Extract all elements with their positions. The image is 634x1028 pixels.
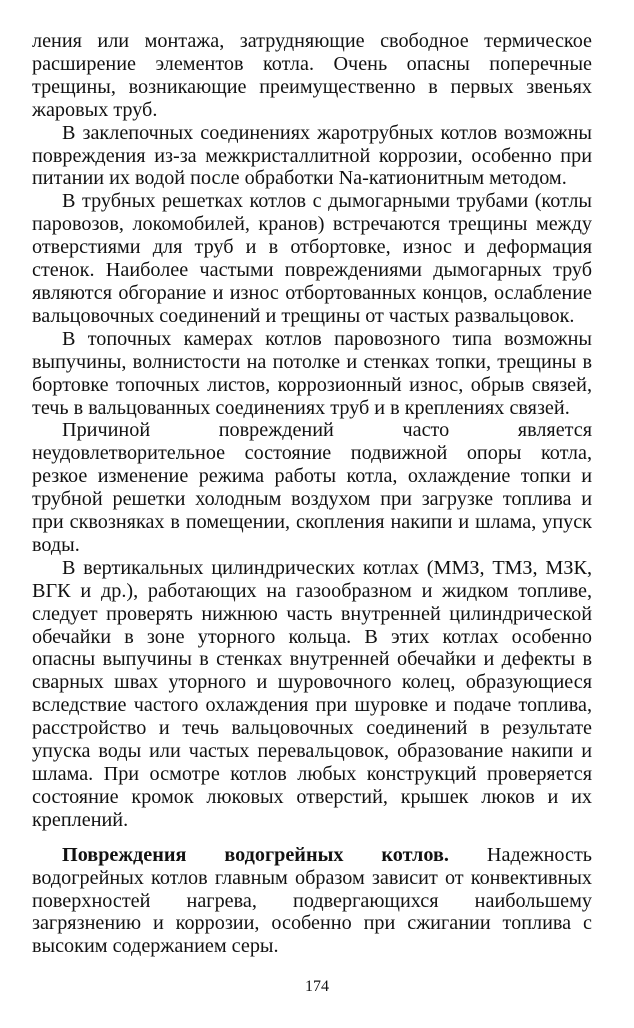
- book-page: [32, 30, 592, 1000]
- page-number: 174: [305, 978, 329, 995]
- section-text: Надежность водогрейных котлов главным образом зависит от конвективных поверхностей нагрева, подвергающихся наибольшему загрязнению и коррозии, особенно при сжигании топлива с высоким содержанием серы.: [32, 843, 593, 958]
- section-water-heating-boilers: [32, 844, 592, 959]
- section-heading: Повреждения водогрейных котлов.: [62, 843, 449, 866]
- paragraph-continued: ления или монтажа, затрудняющие свободное термическое расширение элементов котла. Очень опасны поперечные трещины, возникающие преимущественно в первых звеньях жаровых труб.: [32, 30, 592, 121]
- paragraph-riveted-joints: В заклепочных соединениях жаротрубных котлов возможны повреждения из-за межкристаллитной коррозии, особенно при питании их водой после обработки Na-катионитным методом.: [32, 121, 592, 190]
- paragraph-tube-sheets: В трубных решетках котлов с дымогарными трубами (котлы паровозов, локомобилей, кранов) встречаются трещины между отверстиями для труб и в отбортовке, износ и деформация стенок. Наиболее частыми повреждениями дымогарных труб являются обгорание и износ отбортованных концов, ослабление вальцовочных соединений и трещины от частых развальцовок.: [32, 190, 592, 327]
- paragraph-vertical-boilers: В вертикальных цилиндрических котлах (ММЗ, ТМЗ, МЗК, ВГК и др.), работающих на газообразном и жидком топливе, следует проверять нижнюю часть внутренней цилиндрической обечайки в зоне уторного кольца. В этих котлах особенно опасны выпучины в стенках внутренней обечайки и дефекты в сварных швах уторного и шуровочного колец, образующиеся вследствие частого охлаждения при шуровке и подаче топлива, расстройство и течь вальцовочных соединений в результате упуска воды или частых перевальцовок, образование накипи и шлама. При осмотре котлов любых конструкций проверяется состояние кромок люковых отверстий, крышек люков и их креплений.: [32, 556, 592, 831]
- paragraph-damage-causes: Причиной повреждений часто является неудовлетворительное состояние подвижной опоры котла, резкое изменение режима работы котла, охлаждение топки и трубной решетки холодным воздухом при загрузке топлива и при сквозняках в помещении, скопления накипи и шлама, упуск воды.: [32, 419, 592, 556]
- paragraph-firebox-chambers: В топочных камерах котлов паровозного типа возможны выпучины, волнистости на потолке и стенках топки, трещины в бортовке топочных листов, коррозионный износ, обрыв связей, течь в вальцованных соединениях труб и в креплениях связей.: [32, 327, 592, 419]
